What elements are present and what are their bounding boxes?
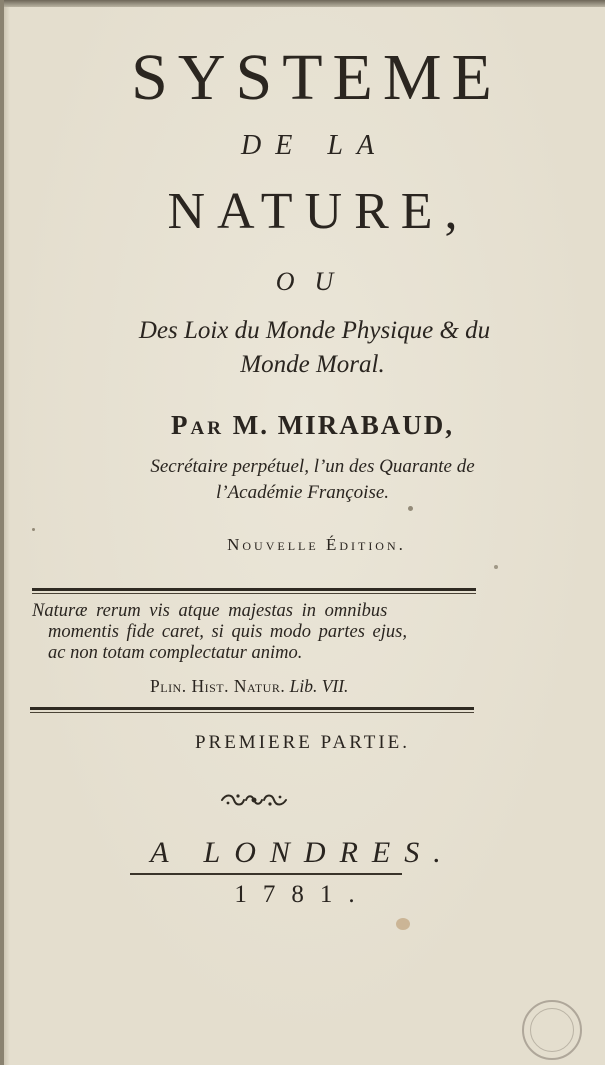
title-nature: NATURE, xyxy=(167,183,470,240)
library-stamp-icon xyxy=(522,1000,582,1060)
epigraph-bottom-rule xyxy=(30,707,474,710)
imprint-year: 1781. xyxy=(234,881,371,908)
author-line xyxy=(0,405,605,445)
edition-note: Nouvelle Édition. xyxy=(227,535,406,554)
part-heading: PREMIERE PARTIE. xyxy=(194,732,411,753)
title-systeme: SYSTEME xyxy=(131,41,502,114)
subtitle-line-1: Des Loix du Monde Physique & du xyxy=(138,317,491,344)
subtitle-line-2: Monde Moral. xyxy=(240,351,385,378)
imprint-place: A LONDRES. xyxy=(150,836,455,869)
title-ou: OU xyxy=(275,267,354,296)
page-top-edge xyxy=(0,0,605,7)
epigraph-line-1: Naturæ rerum vis atque majestas in omnibus xyxy=(32,601,388,621)
paper-foxing-spot xyxy=(408,506,413,511)
epigraph-bottom-rule-thin xyxy=(30,712,474,713)
paper-foxing-spot xyxy=(32,528,35,531)
epigraph-top-rule xyxy=(32,588,476,591)
epigraph-cite-author: Plin. Hist. Natur. xyxy=(150,676,286,696)
epigraph-top-rule-thin xyxy=(32,593,476,594)
paper-foxing-spot xyxy=(494,565,498,569)
epigraph-cite-book: Lib. VII. xyxy=(289,676,349,696)
imprint-rule xyxy=(130,873,402,875)
epigraph-line-2: momentis fide caret, si quis modo partes ejus, xyxy=(48,622,407,642)
author-par: Par xyxy=(171,410,224,440)
author-role-line-1: Secrétaire perpétuel, l’un des Quarante de xyxy=(150,456,475,477)
paper-foxing-spot xyxy=(396,918,410,930)
epigraph-line-3: ac non totam complectatur animo. xyxy=(48,643,303,663)
title-de-la: DE LA xyxy=(241,130,388,161)
printer-ornament-icon xyxy=(218,788,290,812)
author-name: M. MIRABAUD, xyxy=(232,410,454,440)
author-role-line-2: l’Académie Françoise. xyxy=(215,482,390,503)
epigraph-citation xyxy=(150,675,348,697)
